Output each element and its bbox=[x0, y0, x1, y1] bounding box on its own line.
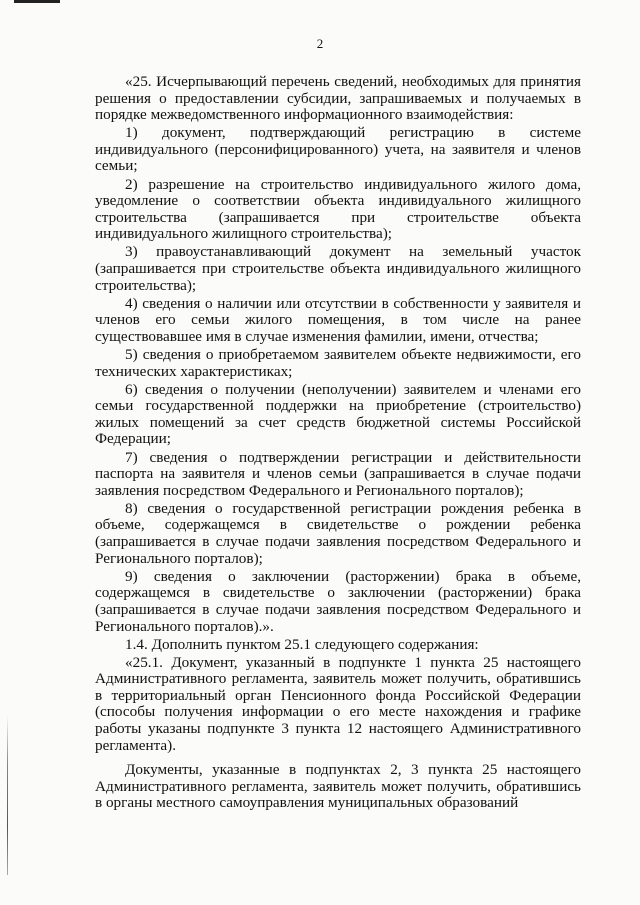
paragraph-documents-2-3: Документы, указанные в подпунктах 2, 3 пункта 25 настоящего Административного регламента, заявитель может получить, обратившись в органы местного самоуправления муниципальных образований bbox=[95, 761, 581, 812]
scan-binding-mark bbox=[7, 715, 8, 875]
paragraph-amendment-1-4: 1.4. Дополнить пунктом 25.1 следующего содержания: bbox=[125, 635, 479, 653]
paragraph-subitem-4: 4) сведения о наличии или отсутствии в собственности у заявителя и членов его семьи жилого помещения, в том числе на ранее существовавшее имя в случае изменения фамилии, имени, отчества; bbox=[95, 294, 581, 345]
paragraph-subitem-3: 3) правоустанавливающий документ на земельный участок (запрашивается при строительстве объекта индивидуального жилищного строительства); bbox=[95, 243, 581, 294]
paragraph-subitem-5: 5) сведения о приобретаемом заявителем объекте недвижимости, его технических характеристиках; bbox=[95, 346, 581, 380]
paragraph-subitem-9: 9) сведения о заключении (расторжении) брака в объеме, содержащемся в свидетельстве о заключении (расторжении) брака (запрашивается в случае подачи заявления посредством Федерального и Регионального порталов).». bbox=[95, 567, 581, 635]
paragraph-item-25-1: «25.1. Документ, указанный в подпункте 1 пункта 25 настоящего Административного регламента, заявитель может получить, обратившись в территориальный орган Пенсионного фонда Российской Федерации (способы получения информации о его месте нахождения и графике работы указаны подпункте 3 пункта 12 настоящего Административного регламента). bbox=[95, 653, 581, 754]
paragraph-subitem-7: 7) сведения о подтверждении регистрации и действительности паспорта на заявителя и членов семьи (запрашивается в случае подачи заявления посредством Федерального и Регионального порталов); bbox=[95, 448, 581, 499]
paragraph-subitem-2: 2) разрешение на строительство индивидуального жилого дома, уведомление о соответствии объекта индивидуального жилищного строительства (запрашивается при строительстве объекта индивидуального жилищного строительства); bbox=[95, 175, 581, 243]
paragraph-subitem-1: 1) документ, подтверждающий регистрацию в системе индивидуального (персонифицированного) учета, на заявителя и членов семьи; bbox=[95, 124, 581, 175]
paragraph-subitem-8: 8) сведения о государственной регистрации рождения ребенка в объеме, содержащемся в свидетельстве о рождении ребенка (запрашивается в случае подачи заявления посредством Федерального и Регионального порталов); bbox=[95, 499, 581, 567]
paragraph-subitem-6: 6) сведения о получении (неполучении) заявителем и членами его семьи государственной поддержки на приобретение (строительство) жилых помещений за счет средств бюджетной системы Российской Федерации; bbox=[95, 380, 581, 448]
document-body bbox=[95, 74, 581, 814]
page-number: 2 bbox=[316, 36, 324, 51]
paragraph-item-25-heading: «25. Исчерпывающий перечень сведений, необходимых для принятия решения о предоставлении субсидии, запрашиваемых и получаемых в порядке межведомственного информационного взаимодействия: bbox=[95, 73, 581, 124]
scan-edge-mark bbox=[14, 0, 60, 3]
